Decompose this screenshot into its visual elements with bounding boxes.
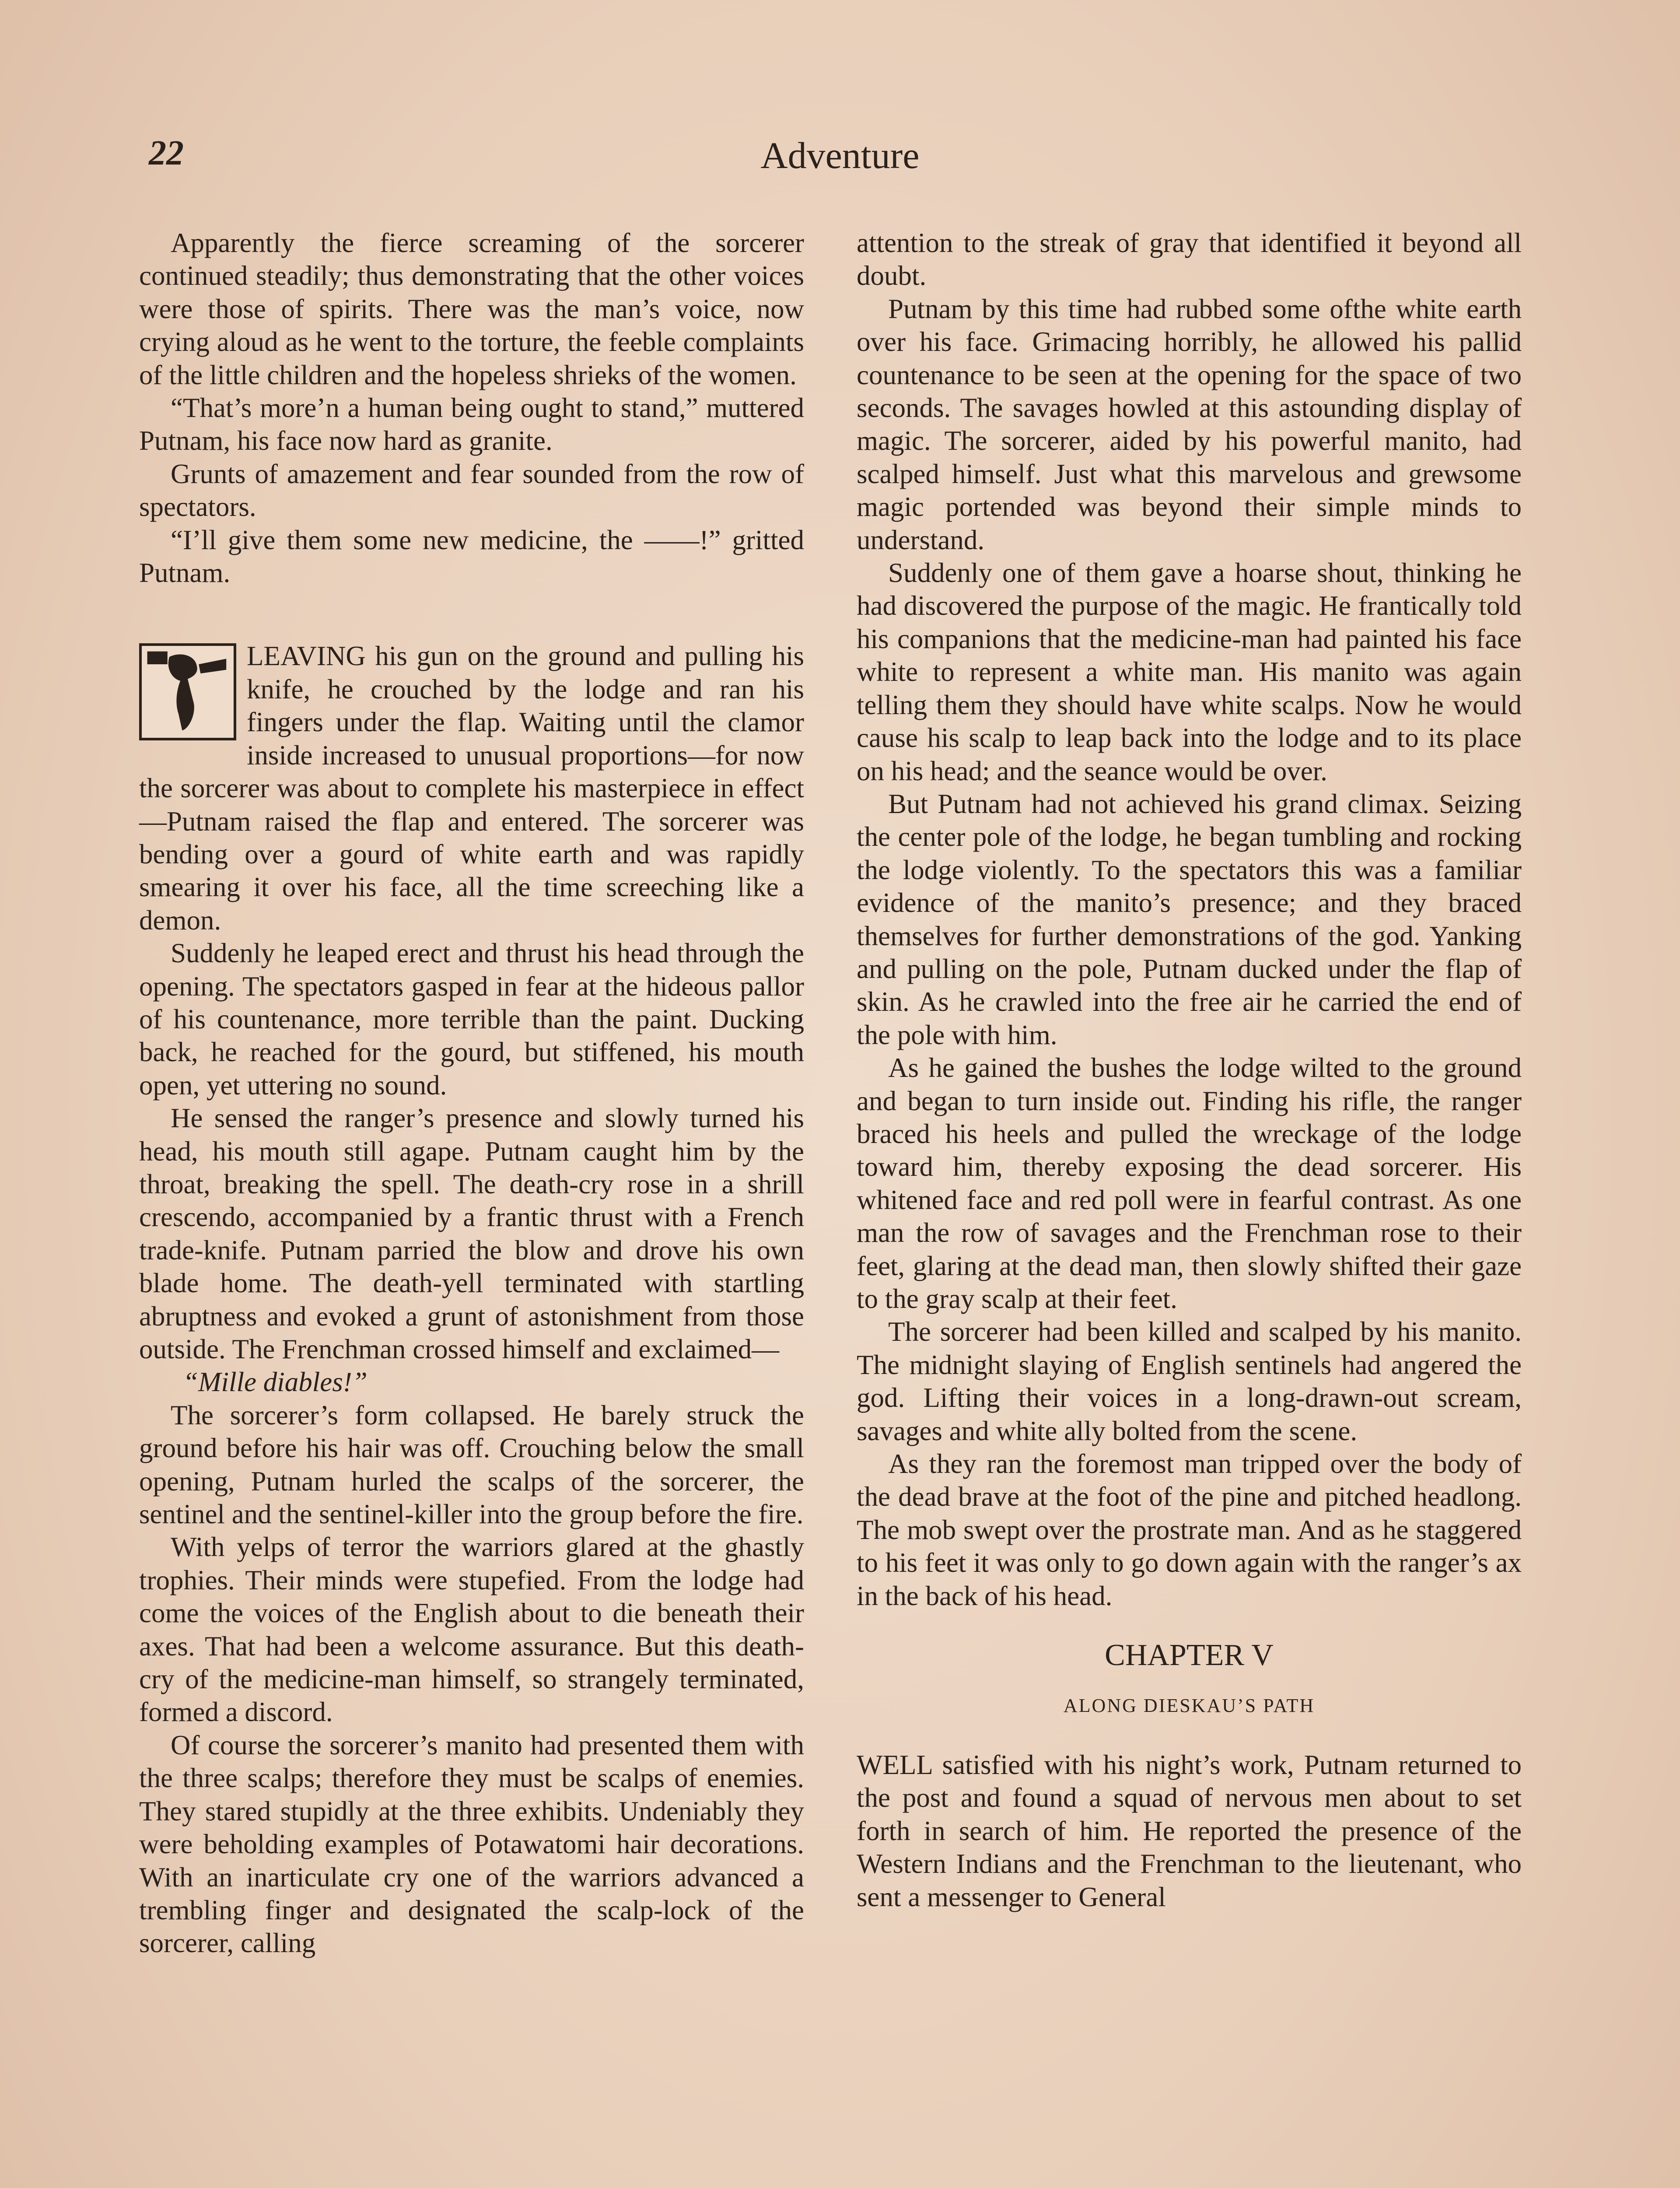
- paragraph: He sensed the ranger’s presence and slowly turned his head, his mouth still agape. Putnam caught him by the throat, breaking the spell. The death-cry rose in a shrill crescendo, accompanied by a frantic thrust with a French trade-knife. Putnam parried the blow and drove his own blade home. The death-yell terminated with startling abruptness and evoked a grunt of astonishment from those outside. The Frenchman crossed himself and exclaimed—: [139, 1103, 804, 1364]
- paragraph: LEAVING his gun on the ground and pulling his knife, he crouched by the lodge and ran his fingers under the flap. Waiting until the clamor inside increased to unusual proportions—for now the sorcerer was about to complete his masterpiece in effect—Putnam raised the flap and entered. The sorcerer was bending over a gourd of white earth and was rapidly smearing it over his face, all the time screeching like a demon.: [139, 641, 804, 936]
- paragraph: As they ran the foremost man tripped over the body of the dead brave at the foot of the pine and pitched headlong. The mob swept over the prostrate man. And as he staggered to his feet it was only to go down again with the ranger’s ax in the back of his head.: [857, 1448, 1522, 1611]
- paragraph: Grunts of amazement and fear sounded from the row of spectators.: [139, 458, 804, 522]
- running-head: Adventure: [760, 134, 920, 176]
- paragraph: Suddenly one of them gave a hoarse shout, thinking he had discovered the purpose of the magic. He frantically told his companions that the medicine-man had painted his face white to represent a white man. His manito was again telling them they should have white scalps. Now he would cause his scalp to leap back into the lodge and to its place on his head; and the seance would be over.: [857, 558, 1522, 786]
- paragraph: With yelps of terror the warriors glared at the ghastly trophies. Their minds were stupefied. From the lodge had come the voices of the English about to die beneath their axes. That had been a welcome assurance. But this death-cry of the medicine-man himself, so strangely terminated, formed a discord.: [139, 1532, 804, 1728]
- paragraph: “That’s more’n a human being ought to stand,” muttered Putnam, his face now hard as granite.: [139, 393, 804, 456]
- paragraph: attention to the streak of gray that identified it beyond all doubt.: [857, 228, 1522, 291]
- paragraph: Of course the sorcerer’s manito had presented them with the three scalps; therefore they must be scalps of enemies. They stared stupidly at the three exhibits. Undeniably they were beholding examples of Potawatomi hair decorations. With an inarticulate cry one of the warriors advanced a trembling finger and designated the scalp-lock of the sorcerer, calling: [139, 1729, 804, 1959]
- paragraph: Suddenly he leaped erect and thrust his head through the opening. The spectators gasped in fear at the hideous pallor of his countenance, more terrible than the paint. Ducking back, he reached for the gourd, but stiffened, his mouth open, yet uttering no sound.: [139, 938, 804, 1101]
- decorative-initial-icon: [139, 643, 236, 740]
- right-column: [857, 227, 1522, 1914]
- paragraph: But Putnam had not achieved his grand climax. Seizing the center pole of the lodge, he began tumbling and rocking the lodge violently. To the spectators this was a familiar evidence of the manito’s presence; and they braced themselves for further demonstrations of the god. Yanking and pulling on the pole, Putnam ducked under the flap of skin. As he crawled into the free air he carried the end of the pole with him.: [857, 788, 1522, 1050]
- section-break: [139, 589, 804, 640]
- paragraph: WELL satisfied with his night’s work, Putnam returned to the post and found a squad of nervous men about to set forth in search of him. He reported the presence of the Western Indians and the Frenchman to the lieutenant, who sent a messenger to General: [857, 1749, 1522, 1912]
- chapter-subtitle: ALONG DIESKAU’S PATH: [1063, 1695, 1315, 1717]
- chapter-title: CHAPTER V: [1105, 1638, 1274, 1673]
- paragraph: Apparently the fierce screaming of the sorcerer continued steadily; thus demonstrating that the other voices were those of spirits. There was the man’s voice, now crying aloud as he went to the torture, the feeble complaints of the little children and the hopeless shrieks of the women.: [139, 228, 804, 390]
- paragraph: The sorcerer’s form collapsed. He barely struck the ground before his hair was off. Crouching below the small opening, Putnam hurled the scalps of the sorcerer, the sentinel and the sentinel-killer into the group before the fire.: [139, 1399, 804, 1530]
- paragraph: “I’ll give them some new medicine, the ——!” gritted Putnam.: [139, 524, 804, 589]
- paragraph: As he gained the bushes the lodge wilted to the ground and began to turn inside out. Finding his rifle, the ranger braced his heels and pulled the wreckage of the lodge toward him, thereby exposing the dead sorcerer. His whitened face and red poll were in fearful contrast. As one man the row of savages and the Frenchman rose to their feet, glaring at the dead man, then slowly shifted their gaze to the gray scalp at their feet.: [857, 1052, 1522, 1314]
- paragraph: “Mille diables!”: [183, 1367, 368, 1398]
- paragraph: The sorcerer had been killed and scalped by his manito. The midnight slaying of English sentinels had angered the god. Lifting their voices in a long-drawn-out scream, savages and white ally bolted from the scene.: [857, 1316, 1522, 1446]
- left-column: [139, 227, 804, 1960]
- paragraph: Putnam by this time had rubbed some ofthe white earth over his face. Grimacing horribly, he allowed his pallid countenance to be seen at the opening for the space of two seconds. The savages howled at this astounding display of magic. The sorcerer, aided by his powerful manito, had scalped himself. Just what this marvelous and grewsome magic portended was beyond their simple minds to understand.: [857, 293, 1522, 555]
- page-number: 22: [149, 134, 184, 172]
